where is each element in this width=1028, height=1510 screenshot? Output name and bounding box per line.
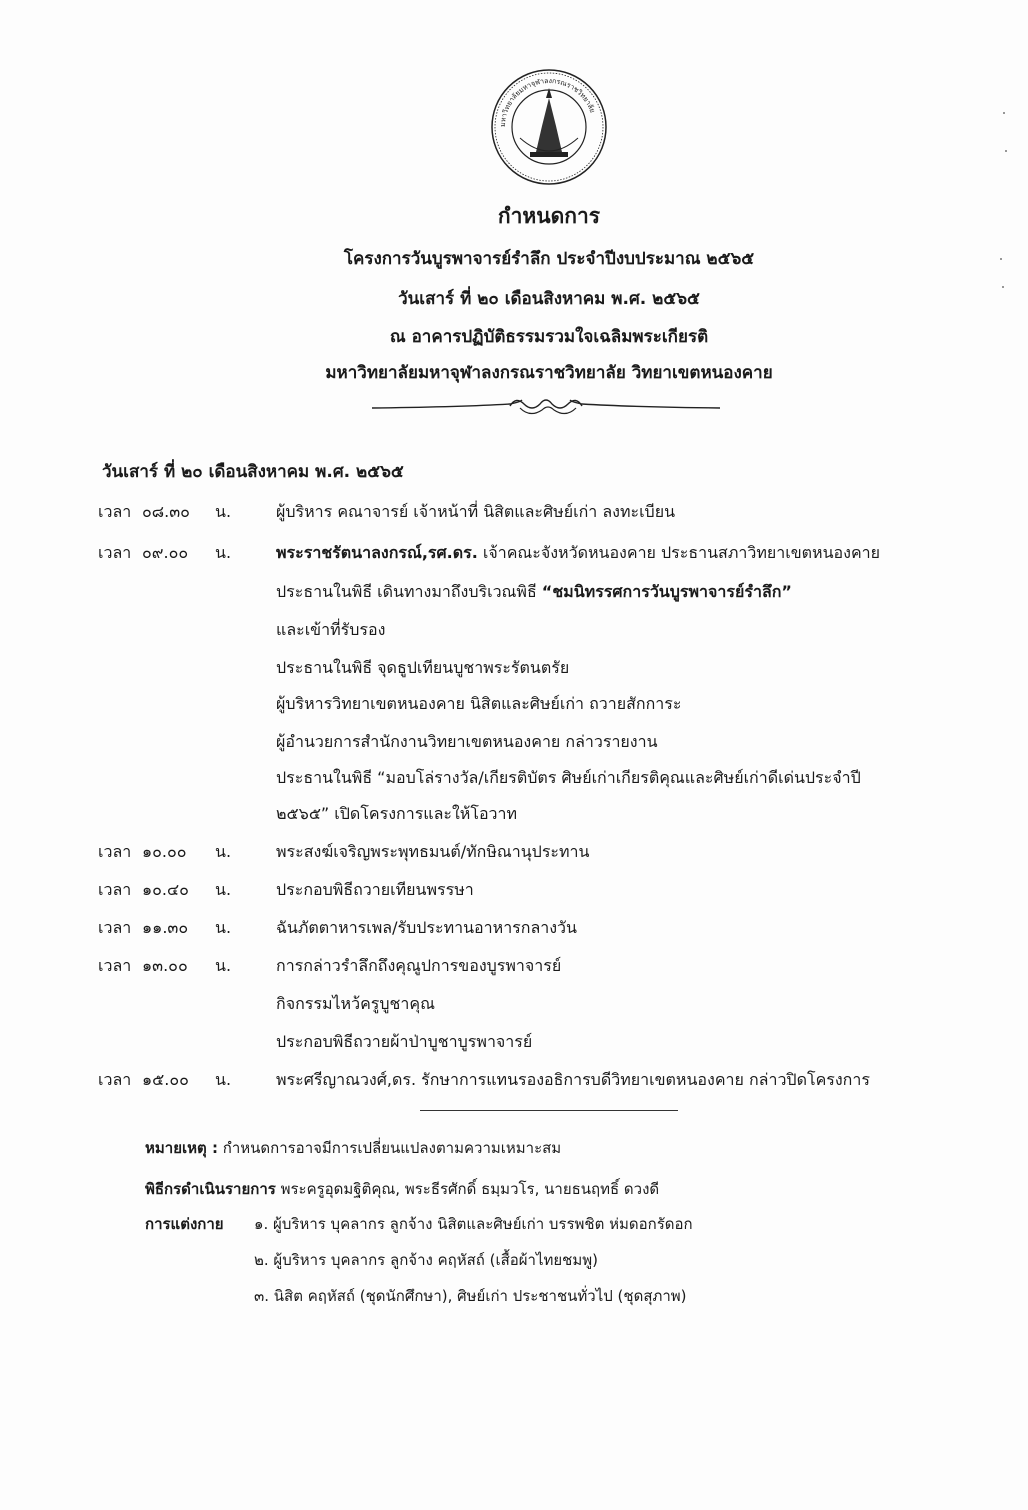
schedule-text-emphasis: “ชมนิทรรศการวันบูรพาจารย์รำลึก” — [541, 582, 792, 601]
schedule-row — [0, 766, 1028, 800]
event-venue: ณ อาคารปฏิบัติธรรมรวมใจเฉลิมพระเกียรติ — [389, 327, 709, 347]
mc-text: พระครูอุดมฐิติคุณ, พระธีรศักดิ์ ธมฺมวโร, นายธนฤทธิ์ ดวงดี — [275, 1180, 660, 1198]
schedule-row — [0, 1030, 1028, 1064]
schedule-row — [0, 916, 1028, 950]
schedule-row — [0, 878, 1028, 912]
schedule-row — [0, 500, 1028, 534]
project-name: โครงการวันบูรพาจารย์รำลึก ประจำปีงบประมาณ ๒๕๖๕ — [343, 249, 755, 269]
schedule-row — [0, 1068, 1028, 1102]
time-label: เวลา — [98, 543, 132, 562]
schedule-text-part: เจ้าคณะจังหวัดหนองคาย ประธานสภาวิทยาเขตหนองคาย — [477, 543, 880, 562]
schedule-text: ฉันภัตตาหารเพล/รับประทานอาหารกลางวัน — [276, 918, 577, 937]
schedule-text: ประธานในพิธี จุดธูปเทียนบูชาพระรัตนตรัย — [276, 658, 570, 677]
schedule-text: ประธานในพิธี “มอบโล่รางวัล/เกียรติบัตร ศิษย์เก่าเกียรติคุณและศิษย์เก่าดีเด่นประจำปี — [276, 768, 861, 787]
ornament-divider-icon — [370, 392, 722, 418]
time-value: ๑๓.๐๐ — [142, 956, 188, 975]
university-seal-icon — [490, 68, 608, 186]
time-label: เวลา — [98, 880, 132, 899]
time-unit: น. — [215, 918, 232, 937]
time-unit: น. — [215, 956, 232, 975]
schedule-text-part: ประธานในพิธี เดินทางมาถึงบริเวณพิธี — [276, 582, 542, 601]
schedule-text: ผู้อำนวยการสำนักงานวิทยาเขตหนองคาย กล่าวรายงาน — [276, 732, 658, 751]
schedule-text: การกล่าวรำลึกถึงคุณูปการของบูรพาจารย์ — [276, 956, 562, 975]
schedule-text: ประกอบพิธีถวายผ้าป่าบูชาบูรพาจารย์ — [276, 1032, 533, 1051]
time-unit: น. — [215, 543, 232, 562]
time-unit: น. — [215, 842, 232, 861]
time-label: เวลา — [98, 842, 132, 861]
time-value: ๐๘.๓๐ — [142, 502, 190, 521]
schedule-row — [0, 656, 1028, 690]
schedule-text: ประกอบพิธีถวายเทียนพรรษา — [276, 880, 474, 899]
schedule-text — [276, 580, 792, 605]
time-value: ๑๑.๓๐ — [142, 918, 189, 937]
schedule-row — [0, 618, 1028, 652]
time-unit: น. — [215, 502, 232, 521]
schedule-text: พระสงฆ์เจริญพระพุทธมนต์/ทักษิณานุประทาน — [276, 842, 590, 861]
time-label: เวลา — [98, 1070, 132, 1089]
university-campus: มหาวิทยาลัยมหาจุฬาลงกรณราชวิทยาลัย วิทยาเขตหนองคาย — [325, 363, 773, 383]
event-date: วันเสาร์ ที่ ๒๐ เดือนสิงหาคม พ.ศ. ๒๕๖๕ — [398, 289, 700, 309]
schedule-text: กิจกรรมไหว้ครูบูชาคุณ — [276, 994, 435, 1013]
schedule-row — [0, 802, 1028, 836]
schedule-row — [0, 954, 1028, 988]
schedule-row — [0, 580, 1028, 614]
schedule-text: ๒๕๖๕” เปิดโครงการและให้โอวาท — [276, 804, 518, 823]
schedule-text: ผู้บริหาร คณาจารย์ เจ้าหน้าที่ นิสิตและศิษย์เก่า ลงทะเบียน — [276, 502, 676, 521]
seal-ring-text: มหาวิทยาลัยมหาจุฬาลงกรณราชวิทยาลัย — [498, 76, 597, 128]
dress-code-item: ๒. ผู้บริหาร บุคลากร ลูกจ้าง คฤหัสถ์ (เสื้อผ้าไทยชมพู) — [254, 1251, 598, 1269]
schedule-day-heading: วันเสาร์ ที่ ๒๐ เดือนสิงหาคม พ.ศ. ๒๕๖๕ — [102, 462, 404, 482]
time-unit: น. — [215, 1070, 232, 1089]
time-value: ๑๕.๐๐ — [142, 1070, 189, 1089]
mc-line — [145, 1177, 659, 1201]
dress-code-item: ๓. นิสิต คฤหัสถ์ (ชุดนักศึกษา), ศิษย์เก่า ประชาชนทั่วไป (ชุดสุภาพ) — [254, 1287, 687, 1305]
schedule-row — [0, 541, 1028, 575]
schedule-text — [276, 541, 880, 566]
schedule-row — [0, 840, 1028, 874]
dress-code-label: การแต่งกาย — [145, 1215, 224, 1233]
time-label: เวลา — [98, 918, 132, 937]
schedule-row — [0, 730, 1028, 764]
time-label: เวลา — [98, 502, 132, 521]
time-value: ๐๙.๐๐ — [142, 543, 189, 562]
mc-label: พิธีกรดำเนินรายการ — [145, 1180, 276, 1198]
time-value: ๑๐.๔๐ — [142, 880, 189, 899]
schedule-text: พระศรีญาณวงศ์,ดร. รักษาการแทนรองอธิการบดีวิทยาเขตหนองคาย กล่าวปิดโครงการ — [276, 1070, 870, 1089]
time-value: ๑๐.๐๐ — [142, 842, 187, 861]
schedule-row — [0, 992, 1028, 1026]
remark-line — [145, 1136, 561, 1160]
schedule-text: ผู้บริหารวิทยาเขตหนองคาย นิสิตและศิษย์เก่า ถวายสักการะ — [276, 694, 682, 713]
section-divider — [420, 1110, 678, 1111]
time-unit: น. — [215, 880, 232, 899]
remark-text: กำหนดการอาจมีการเปลี่ยนแปลงตามความเหมาะสม — [217, 1139, 562, 1157]
document-title: กำหนดการ — [497, 204, 601, 228]
schedule-row — [0, 692, 1028, 726]
time-label: เวลา — [98, 956, 132, 975]
dress-code-item: ๑. ผู้บริหาร บุคลากร ลูกจ้าง นิสิตและศิษย์เก่า บรรพชิต ห่มดอกรัดอก — [254, 1215, 693, 1233]
remark-label: หมายเหตุ : — [145, 1139, 218, 1157]
schedule-text: และเข้าที่รับรอง — [276, 620, 386, 639]
schedule-text-emphasis: พระราชรัตนาลงกรณ์,รศ.ดร. — [276, 543, 478, 562]
